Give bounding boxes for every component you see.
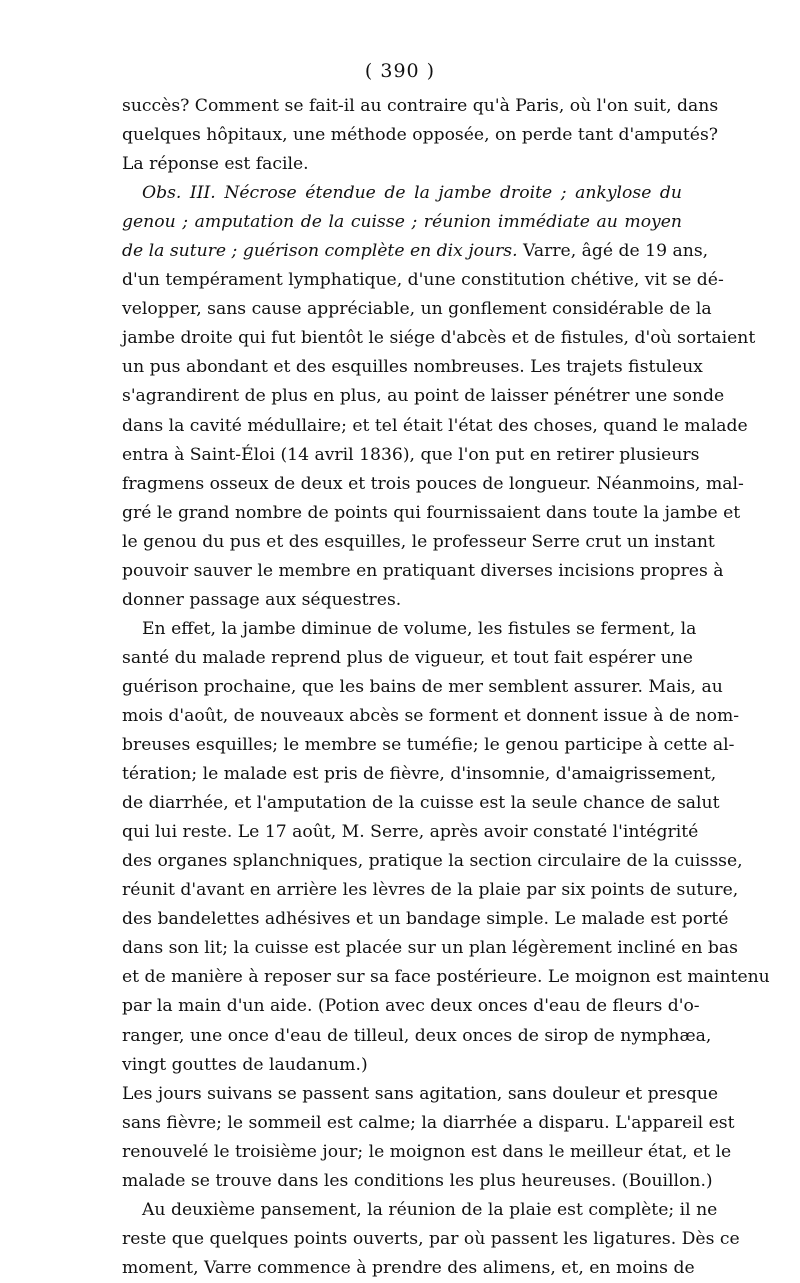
- text-line: Les jours suivans se passent sans agitation, sans douleur et presque: [122, 1083, 719, 1104]
- text-line: dans la cavité médullaire; et tel était l'état des choses, quand le malade: [122, 415, 748, 436]
- text-line: sans fièvre; le sommeil est calme; la diarrhée a disparu. L'appareil est: [122, 1112, 735, 1133]
- text-line: pouvoir sauver le membre en pratiquant diverses incisions propres à: [122, 560, 724, 581]
- text-line: réunit d'avant en arrière les lèvres de la plaie par six points de suture,: [122, 880, 739, 901]
- text-line: d'un tempérament lymphatique, d'une constitution chétive, vit se dé-: [122, 270, 724, 291]
- text-line: velopper, sans cause appréciable, un gonflement considérable de la: [122, 299, 712, 320]
- text-line: et de manière à reposer sur sa face postérieure. Le moignon est maintenu: [122, 967, 770, 988]
- text-line: s'agrandirent de plus en plus, au point de laisser pénétrer une sonde: [122, 386, 725, 407]
- text-line: En effet, la jambe diminue de volume, les fistules se ferment, la: [142, 618, 697, 639]
- text-line: fragmens osseux de deux et trois pouces de longueur. Néanmoins, mal-: [122, 473, 744, 494]
- text-line: moment, Varre commence à prendre des alimens, et, en moins de: [122, 1257, 695, 1278]
- text-line: renouvelé le troisième jour; le moignon est dans le meilleur état, et le: [122, 1141, 732, 1162]
- text-line: reste que quelques points ouverts, par où passent les ligatures. Dès ce: [122, 1228, 740, 1249]
- text-line: malade se trouve dans les conditions les plus heureuses. (Bouillon.): [122, 1170, 713, 1191]
- text-line: par la main d'un aide. (Potion avec deux onces d'eau de fleurs d'o-: [122, 996, 700, 1017]
- text-line: qui lui reste. Le 17 août, M. Serre, après avoir constaté l'intégrité: [122, 822, 699, 843]
- text-line: vingt gouttes de laudanum.): [122, 1054, 368, 1075]
- text-line: un pus abondant et des esquilles nombreuses. Les trajets fistuleux: [122, 357, 703, 378]
- text-line: Au deuxième pansement, la réunion de la plaie est complète; il ne: [142, 1199, 718, 1220]
- text-line: donner passage aux séquestres.: [122, 589, 402, 610]
- text-line: mois d'août, de nouveaux abcès se forment et donnent issue à de nom-: [122, 705, 740, 726]
- text-line: ranger, une once d'eau de tilleul, deux onces de sirop de nymphæa,: [122, 1025, 712, 1046]
- text-line: quelques hôpitaux, une méthode opposée, on perde tant d'amputés?: [122, 125, 718, 146]
- text-line: breuses esquilles; le membre se tuméfie; le genou participe à cette al-: [122, 735, 735, 756]
- observation-heading-line: genou ; amputation de la cuisse ; réunion immédiate au moyen: [122, 212, 682, 233]
- text-line: des bandelettes adhésives et un bandage simple. Le malade est porté: [122, 909, 729, 930]
- text-line: [122, 237, 709, 266]
- text-line: entra à Saint-Éloi (14 avril 1836), que l'on put en retirer plusieurs: [122, 444, 700, 465]
- observation-heading-line: Obs. III. Nécrose étendue de la jambe droite ; ankylose du: [142, 183, 682, 204]
- text-line: des organes splanchniques, pratique la section circulaire de la cuissse,: [122, 851, 743, 872]
- text-line: La réponse est facile.: [122, 154, 309, 175]
- page-number: ( 390 ): [364, 60, 436, 82]
- text-line: santé du malade reprend plus de vigueur, et tout fait espérer une: [122, 647, 693, 668]
- text-line: tération; le malade est pris de fièvre, d'insomnie, d'amaigrissement,: [122, 764, 717, 785]
- text-line: succès? Comment se fait-il au contraire qu'à Paris, où l'on suit, dans: [122, 96, 719, 116]
- text-line: gré le grand nombre de points qui fournissaient dans toute la jambe et: [122, 502, 741, 523]
- text-line: guérison prochaine, que les bains de mer semblent assurer. Mais, au: [122, 676, 723, 697]
- text-line: jambe droite qui fut bientôt le siége d'abcès et de fistules, d'où sortaient: [122, 328, 756, 349]
- text-line-segment: Varre, âgé de 19 ans,: [517, 241, 709, 262]
- text-line: dans son lit; la cuisse est placée sur un plan légèrement incliné en bas: [122, 938, 738, 959]
- observation-heading-line: de la suture ; guérison complète en dix jours.: [122, 241, 518, 262]
- text-line: de diarrhée, et l'amputation de la cuisse est la seule chance de salut: [122, 793, 720, 814]
- text-line: le genou du pus et des esquilles, le professeur Serre crut un instant: [122, 531, 715, 552]
- body-text: [122, 92, 770, 1283]
